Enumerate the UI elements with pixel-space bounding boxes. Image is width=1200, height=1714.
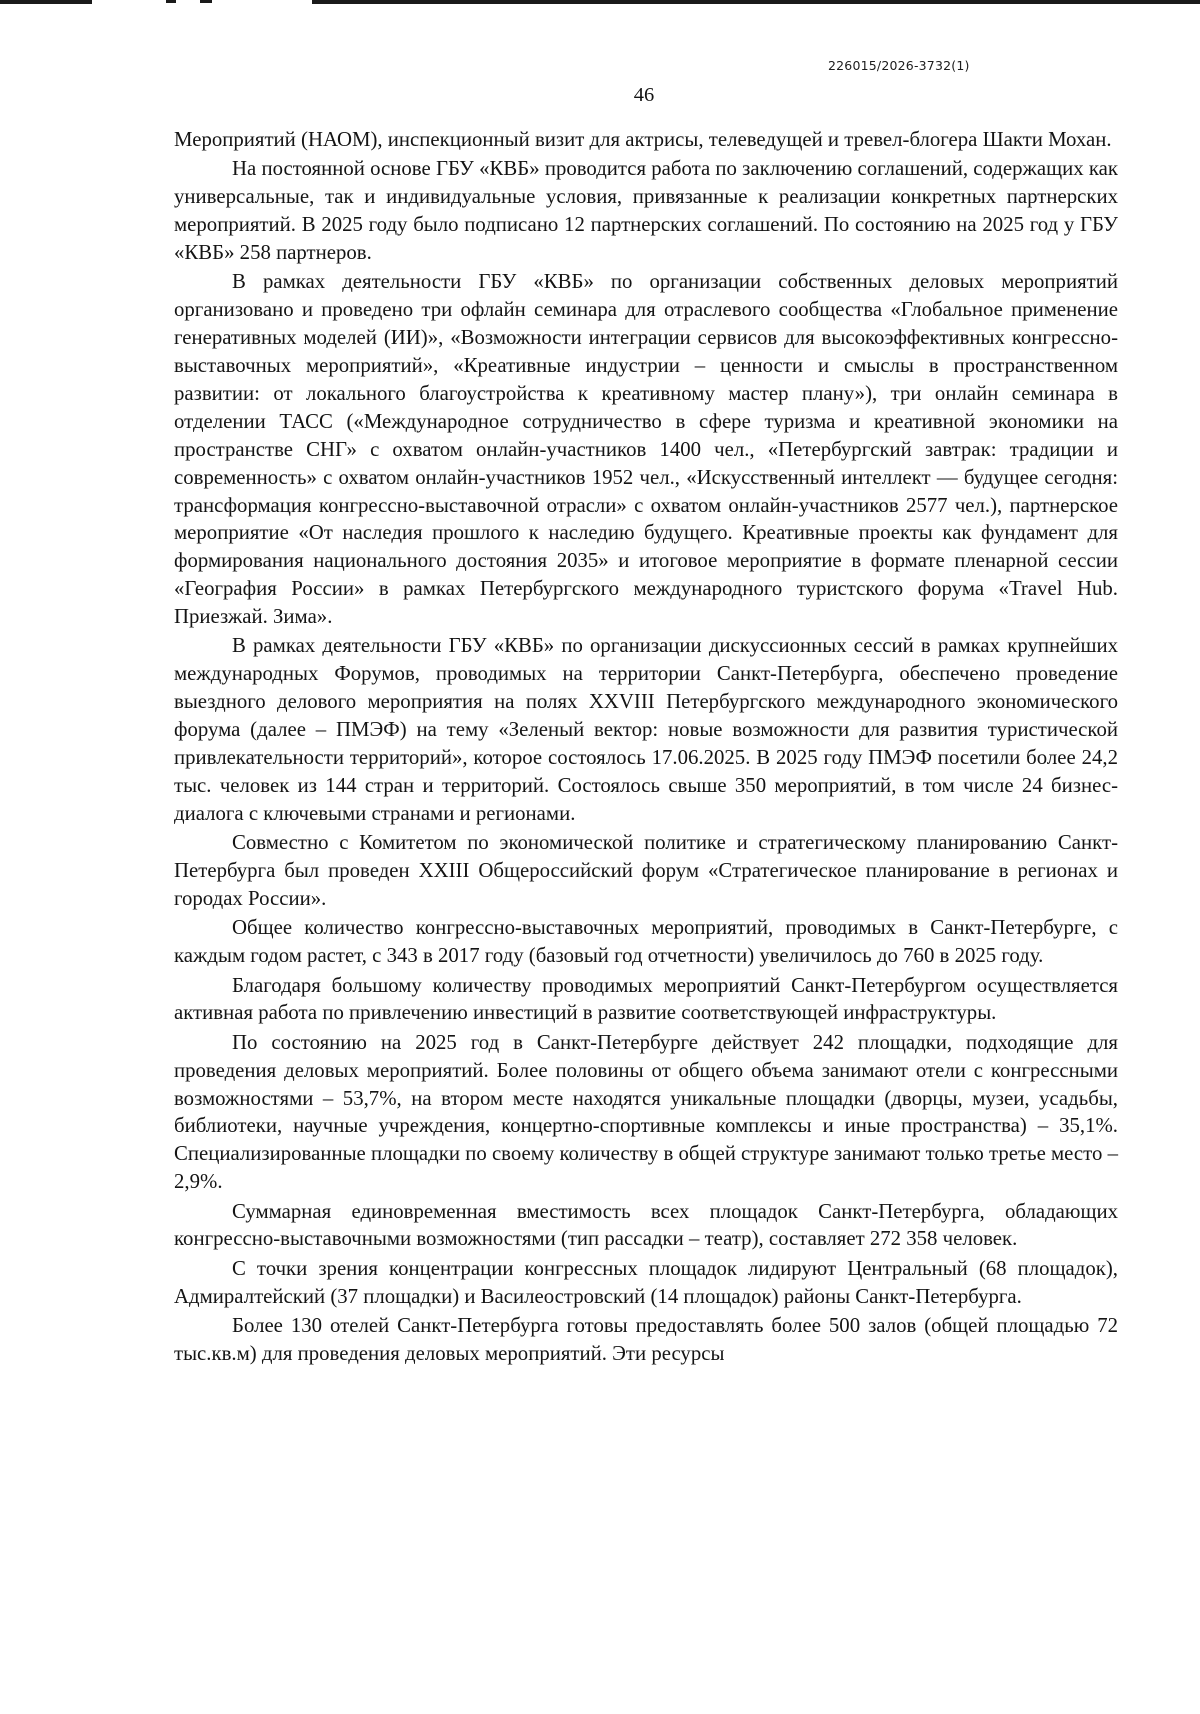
paragraph-strategic-forum: Совместно с Комитетом по экономической политике и стратегическому планированию Санкт-Петербурга был проведен XXIII Общероссийский форум «Стратегическое планирование в регионах и городах России». — [174, 831, 1118, 911]
paragraph-hotels: Более 130 отелей Санкт-Петербурга готовы предоставлять более 500 залов (общей площадью 72 тыс.кв.м) для проведения деловых мероприятий. Эти ресурсы — [174, 1313, 1118, 1365]
paragraph-continuation: Мероприятий (НАОМ), инспекционный визит для актрисы, телеведущей и тревел-блогера Шакти Мохан. — [174, 128, 1112, 151]
paragraph-forum-sessions: В рамках деятельности ГБУ «КВБ» по организации дискуссионных сессий в рамках крупнейших международных Форумов, проводимых на территории Санкт-Петербурга, обеспечено проведение выездного делового мероприятия на полях XXVIII Петербургского международного экономического форума (далее – ПМЭФ) на тему «Зеленый вектор: новые возможности для развития туристической привлекательности территорий», которое состоялось 17.06.2025. В 2025 году ПМЭФ посетили более 24,2 тыс. человек из 144 стран и территорий. Состоялось свыше 350 мероприятий, в том числе 24 бизнес-диалога с ключевыми странами и регионами. — [174, 634, 1118, 825]
scan-border-left — [0, 0, 92, 4]
document-registration-number: 226015/2026-3732(1) — [828, 58, 970, 73]
paragraph-districts: С точки зрения концентрации конгрессных площадок лидируют Центральный (68 площадок), Адмиралтейский (37 площадки) и Василеостровский (14 площадок) районы Санкт-Петербурга. — [174, 1256, 1118, 1308]
paragraph-partner-agreements: На постоянной основе ГБУ «КВБ» проводится работа по заключению соглашений, содержащих как универсальные, так и индивидуальные условия, привязанные к реализации конкретных партнерских мероприятий. В 2025 году было подписано 12 партнерских соглашений. По состоянию на 2025 год у ГБУ «КВБ» 258 партнеров. — [174, 157, 1118, 265]
scan-border-mark — [200, 0, 212, 3]
paragraph-event-count: Общее количество конгрессно-выставочных мероприятий, проводимых в Санкт-Петербурге, с каждым годом растет, с 343 в 2017 году (базовый год отчетности) увеличилось до 760 в 2025 году. — [174, 916, 1118, 968]
paragraph-investments: Благодаря большому количеству проводимых мероприятий Санкт-Петербургом осуществляется активная работа по привлечению инвестиций в развитие соответствующей инфраструктуры. — [174, 973, 1118, 1025]
scan-border-right — [312, 0, 1200, 4]
paragraph-venues: По состоянию на 2025 год в Санкт-Петербурге действует 242 площадки, подходящие для проведения деловых мероприятий. Более половины от общего объема занимают отели с конгрессными возможностями – 53,7%, на втором месте находятся уникальные площадки (дворцы, музеи, усадьбы, библиотеки, научные учреждения, концертно-спортивные комплексы и иные пространства) – 35,1%. Специализированные площадки по своему количеству в общей структуре занимают только третье место – 2,9%. — [174, 1030, 1118, 1194]
paragraph-capacity: Суммарная единовременная вместимость всех площадок Санкт-Петербурга, обладающих конгрессно-выставочными возможностями (тип рассадки – театр), составляет 272 358 человек. — [174, 1199, 1118, 1251]
paragraph-own-events: В рамках деятельности ГБУ «КВБ» по организации собственных деловых мероприятий организовано и проведено три офлайн семинара для отраслевого сообщества «Глобальное применение генеративных моделей (ИИ)», «Возможности интеграции сервисов для высокоэффективных конгрессно-выставочных мероприятий», «Креативные индустрии – ценности и смыслы в пространственном развитии: от локального благоустройства к креативному мастер плану»), три онлайн семинара в отделении ТАСС («Международное сотрудничество в сфере туризма и креативной экономики на пространстве СНГ» с охватом онлайн-участников 1400 чел., «Петербургский завтрак: традиции и современность» с охватом онлайн-участников 1952 чел., «Искусственный интеллект — будущее сегодня: трансформация конгрессно-выставочной отрасли» с охватом онлайн-участников 2577 чел.), партнерское мероприятие «От наследия прошлого к наследию будущего. Креативные проекты как фундамент для формирования национального достояния 2035» и итоговое мероприятие в формате пленарной сессии «География России» в рамках Петербургского международного туристского форума «Travel Hub. Приезжай. Зима». — [174, 270, 1118, 629]
page-number: 46 — [633, 84, 655, 106]
scan-border-mark — [166, 0, 176, 3]
document-body — [174, 126, 1118, 1369]
